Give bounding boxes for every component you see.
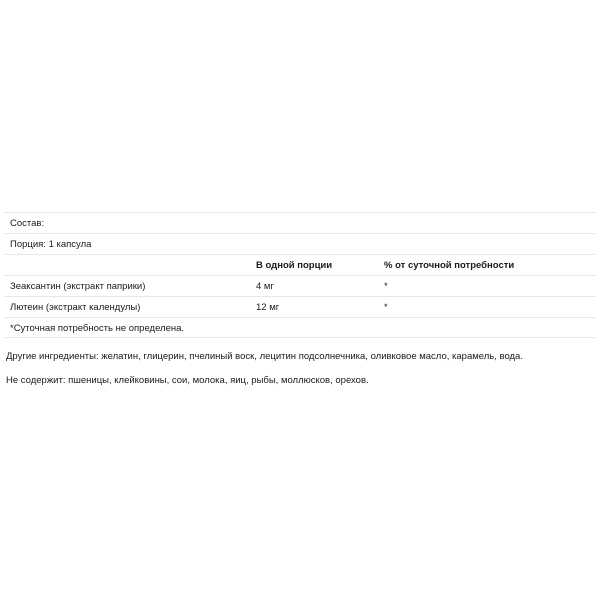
footnote: *Суточная потребность не определена. — [10, 323, 185, 334]
serving-row — [4, 233, 596, 254]
ingredient-amount: 12 мг — [256, 302, 280, 313]
table-row — [4, 296, 596, 317]
ingredient-name: Лютеин (экстракт календулы) — [10, 302, 141, 313]
per-serving-header: В одной порции — [256, 260, 333, 271]
footnote-row — [4, 317, 596, 338]
ingredient-amount: 4 мг — [256, 281, 274, 292]
free-from: Не содержит: пшеницы, клейковины, сои, молока, яиц, рыбы, моллюсков, орехов. — [6, 375, 369, 386]
supplement-facts-table — [4, 212, 596, 338]
other-ingredients: Другие ингредиенты: желатин, глицерин, пчелиный воск, лецитин подсолнечника, оливковое масло, карамель, вода. — [6, 351, 523, 362]
table-row — [4, 275, 596, 296]
table-header-row — [4, 254, 596, 275]
composition-title: Состав: — [10, 218, 45, 229]
daily-value-header: % от суточной потребности — [384, 260, 515, 271]
ingredient-name: Зеаксантин (экстракт паприки) — [10, 281, 146, 292]
serving-size: Порция: 1 капсула — [10, 239, 92, 250]
composition-title-row — [4, 212, 596, 233]
ingredient-daily-value: * — [384, 302, 388, 313]
notes-section — [6, 350, 596, 398]
ingredient-daily-value: * — [384, 281, 388, 292]
